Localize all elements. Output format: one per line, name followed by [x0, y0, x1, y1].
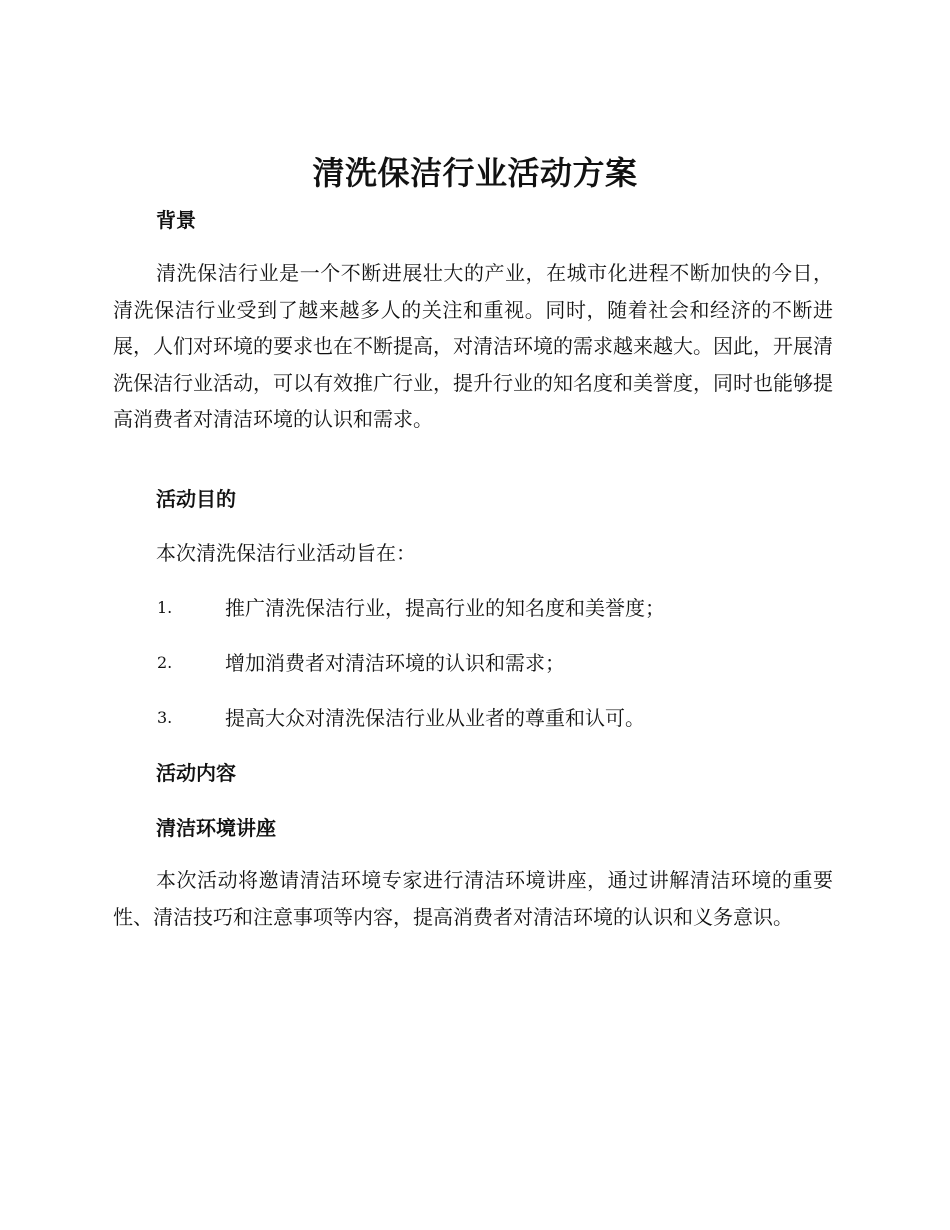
list-item-text: 推广清洗保洁行业，提高行业的知名度和美誉度；: [225, 596, 665, 620]
purpose-intro-block: [113, 538, 833, 568]
background-heading: 背景: [156, 208, 196, 232]
section-purpose: [113, 484, 833, 514]
list-item-text: 提高大众对清洗保洁行业从业者的尊重和认可。: [225, 706, 645, 730]
content-subsection: [113, 813, 833, 843]
list-item: [157, 648, 837, 678]
list-item-number: 1.: [157, 598, 173, 617]
list-item-text: 增加消费者对清洁环境的认识和需求；: [225, 651, 565, 675]
section-content: [113, 758, 833, 788]
list-item: [157, 593, 837, 623]
list-item-number: 2.: [157, 653, 173, 672]
section-background: [113, 205, 833, 235]
list-item: [157, 703, 837, 733]
background-paragraph: 清洗保洁行业是一个不断进展壮大的产业，在城市化进程不断加快的今日，清洗保洁行业受到了越来越多人的关注和重视。同时，随着社会和经济的不断进展，人们对环境的要求也在不断提高，对清洁环境的需求越来越大。因此，开展清洗保洁行业活动，可以有效推广行业，提升行业的知名度和美誉度，同时也能够提高消费者对清洁环境的认识和需求。: [113, 261, 833, 431]
lecture-subheading: 清洁环境讲座: [156, 816, 276, 840]
purpose-heading: 活动目的: [156, 487, 236, 511]
list-item-number: 3.: [157, 708, 173, 727]
content-paragraph: 本次活动将邀请清洁环境专家进行清洁环境讲座，通过讲解清洁环境的重要性、清洁技巧和注意事项等内容，提高消费者对清洁环境的认识和义务意识。: [113, 868, 833, 929]
purpose-intro: 本次清洗保洁行业活动旨在：: [156, 541, 416, 565]
document-title: 清洗保洁行业活动方案: [312, 154, 638, 192]
content-paragraph-block: [113, 862, 833, 935]
background-paragraph-block: [113, 255, 833, 438]
content-heading: 活动内容: [156, 761, 236, 785]
